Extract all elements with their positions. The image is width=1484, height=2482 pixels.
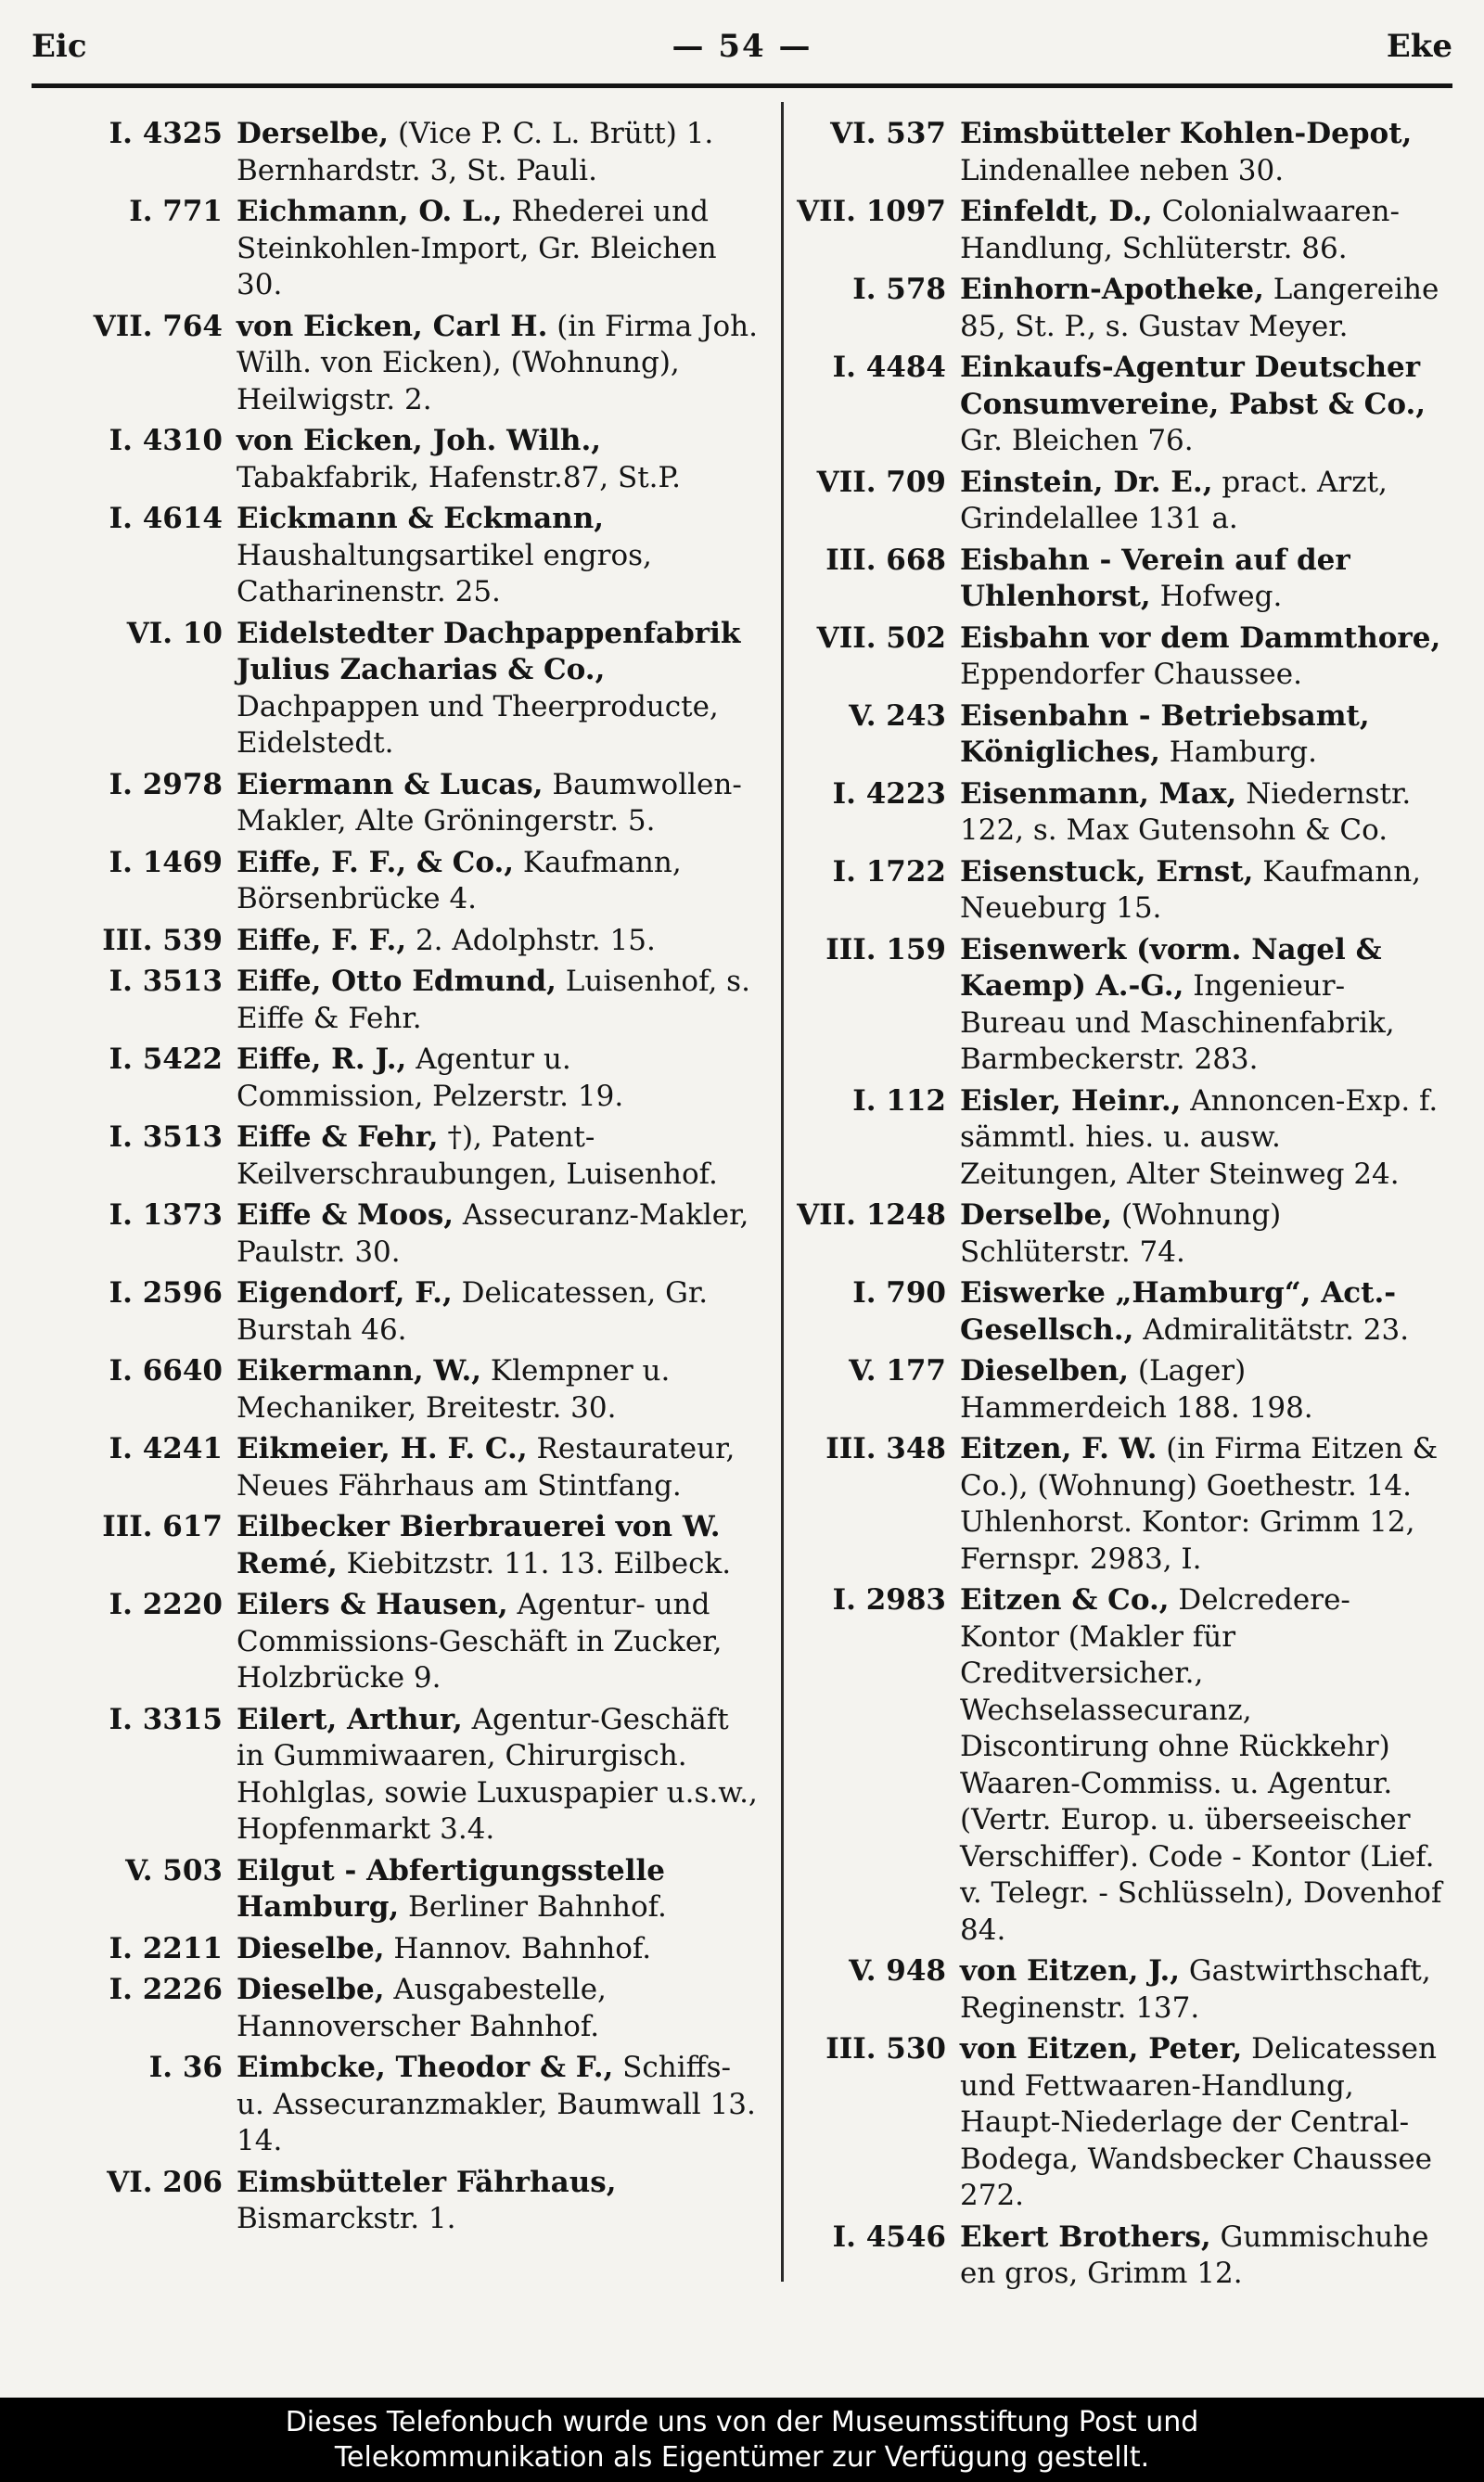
directory-entry bbox=[37, 845, 761, 918]
entry-phone-number: I. 4546 bbox=[832, 2220, 946, 2254]
entry-name: Eilert, Arthur, bbox=[237, 1702, 463, 1736]
entry-name: Eisler, Heinr., bbox=[960, 1083, 1182, 1118]
entry-phone-number: I. 3513 bbox=[109, 1120, 223, 1154]
entry-details: Lindenallee neben 30. bbox=[960, 153, 1285, 187]
directory-entry bbox=[761, 776, 1447, 850]
entry-details: (Vice P. C. L. Brütt) 1. Bernhardstr. 3, St. Pauli. bbox=[237, 117, 714, 187]
entry-name: Eisenbahn - Betriebsamt, Königliches, bbox=[960, 698, 1370, 769]
entry-phone-number: I. 4325 bbox=[109, 117, 223, 150]
entry-details: Baumwollen-Makler, Alte Gröningerstr. 5. bbox=[237, 767, 742, 838]
entry-details: (in Firma Eitzen & Co.), (Wohnung) Goethestr. 14. Uhlenhorst. Kontor: Grimm 12, Fernspr. 2983, I. bbox=[960, 1432, 1439, 1576]
directory-entry bbox=[37, 2165, 761, 2238]
directory-entry bbox=[37, 194, 761, 304]
entry-details: 2. Adolphstr. 15. bbox=[406, 923, 656, 957]
directory-entry bbox=[37, 1353, 761, 1427]
entry-name: Dieselbe, bbox=[237, 1931, 385, 1965]
directory-entry bbox=[37, 1509, 761, 1582]
entry-phone-number: I. 2978 bbox=[109, 767, 223, 801]
entry-name: Einstein, Dr. E., bbox=[960, 465, 1213, 499]
directory-entry bbox=[37, 116, 761, 189]
entry-phone-number: III. 348 bbox=[825, 1432, 946, 1465]
directory-entry bbox=[37, 1853, 761, 1926]
directory-entry bbox=[761, 2220, 1447, 2293]
directory-entry bbox=[37, 616, 761, 762]
entry-name: Eisbahn - Verein auf der Uhlenhorst, bbox=[960, 543, 1350, 613]
entry-name: Eiffe, F. F., bbox=[237, 923, 407, 957]
entry-name: Eichmann, O. L., bbox=[237, 195, 503, 228]
entry-phone-number: I. 6640 bbox=[109, 1354, 223, 1388]
entry-details: Delcredere-Kontor (Makler für Creditversicher., Wechselassecuranz, Discontirung ohne Rückkehr) Waaren-Commiss. u. Agentur. (Vertr. Europ. u. überseeischer Verschiffer). Code - Kontor (Lief. v. Telegr. - Schlüsseln), Dovenhof 84. bbox=[960, 1583, 1442, 1947]
entry-details: pract. Arzt, Grindelallee 131 a. bbox=[960, 465, 1388, 535]
entry-details: (Lager) Hammerdeich 188. 198. bbox=[960, 1354, 1313, 1425]
entry-phone-number: I. 2596 bbox=[109, 1276, 223, 1310]
entry-phone-number: I. 2226 bbox=[109, 1973, 223, 2006]
entry-details: Agentur- und Commissions-Geschäft in Zucker, Holzbrücke 9. bbox=[237, 1588, 723, 1695]
entry-phone-number: I. 2211 bbox=[109, 1931, 223, 1965]
directory-entry bbox=[761, 1953, 1447, 2027]
entry-details: †), Patent-Keilverschraubungen, Luisenhof. bbox=[237, 1120, 718, 1191]
entry-details: (in Firma Joh. Wilh. von Eicken), (Wohnung), Heilwigstr. 2. bbox=[237, 309, 758, 416]
header-left-keyword: Eic bbox=[32, 28, 87, 65]
entry-name: Eimsbütteler Fährhaus, bbox=[237, 2165, 617, 2199]
entry-name: Eiermann & Lucas, bbox=[237, 767, 544, 801]
directory-entry bbox=[761, 932, 1447, 1079]
entry-details: Ingenieur-Bureau und Maschinenfabrik, Barmbeckerstr. 283. bbox=[960, 969, 1395, 1076]
directory-entry bbox=[761, 543, 1447, 616]
entry-name: Eickmann & Eckmann, bbox=[237, 502, 605, 535]
entry-name: Eiffe & Fehr, bbox=[237, 1120, 439, 1154]
directory-entry bbox=[37, 1042, 761, 1115]
entry-phone-number: I. 1373 bbox=[109, 1198, 223, 1232]
entry-name: Einfeldt, D., bbox=[960, 195, 1153, 228]
entry-name: Eigendorf, F., bbox=[237, 1276, 453, 1310]
entry-name: Eiffe, Otto Edmund, bbox=[237, 965, 556, 998]
entry-details: Dachpappen und Theerproducte, Eidelstedt. bbox=[237, 689, 719, 760]
directory-entry bbox=[37, 423, 761, 496]
directory-entry bbox=[37, 1197, 761, 1271]
entry-details: Berliner Bahnhof. bbox=[399, 1890, 667, 1924]
directory-entry bbox=[37, 1119, 761, 1193]
entry-name: Eisbahn vor dem Dammthore, bbox=[960, 620, 1441, 655]
page-header bbox=[32, 28, 1452, 74]
entry-phone-number: I. 3513 bbox=[109, 965, 223, 998]
entry-phone-number: I. 1722 bbox=[832, 854, 946, 889]
directory-entry bbox=[37, 501, 761, 611]
entry-phone-number: I. 4223 bbox=[832, 776, 946, 811]
entry-phone-number: III. 159 bbox=[825, 932, 946, 966]
entry-details: Bismarckstr. 1. bbox=[237, 2202, 456, 2235]
directory-entry bbox=[37, 309, 761, 419]
directory-entry bbox=[761, 194, 1447, 267]
entry-phone-number: I. 790 bbox=[852, 1276, 946, 1310]
entry-details: Langereihe 85, St. P., s. Gustav Meyer. bbox=[960, 273, 1439, 343]
entry-phone-number: I. 5422 bbox=[109, 1043, 223, 1076]
entry-phone-number: I. 1469 bbox=[109, 845, 223, 879]
entry-name: von Eicken, Carl H. bbox=[237, 309, 548, 343]
entry-name: Eisenmann, Max, bbox=[960, 776, 1237, 811]
entry-details: Colonialwaaren-Handlung, Schlüterstr. 86. bbox=[960, 195, 1400, 265]
directory-entry bbox=[761, 116, 1447, 189]
directory-entry bbox=[37, 1431, 761, 1504]
entry-details: Annoncen-Exp. f. sämmtl. hies. u. ausw. Zeitungen, Alter Steinweg 24. bbox=[960, 1083, 1439, 1191]
entry-details: Eppendorfer Chaussee. bbox=[960, 658, 1302, 691]
entry-details: Gummischuhe en gros, Grimm 12. bbox=[960, 2220, 1429, 2290]
entry-name: Einhorn-Apotheke, bbox=[960, 273, 1264, 306]
entry-phone-number: V. 503 bbox=[125, 1853, 223, 1887]
footer-notice bbox=[0, 2398, 1484, 2482]
directory-entry bbox=[37, 2050, 761, 2160]
directory-entry bbox=[37, 1972, 761, 2045]
entry-name: Derselbe, bbox=[237, 117, 390, 150]
entry-details: Kaufmann, Börsenbrücke 4. bbox=[237, 845, 682, 915]
entry-details: (Wohnung) Schlüterstr. 74. bbox=[960, 1198, 1282, 1269]
entry-details: Haushaltungsartikel engros, Catharinenstr. 25. bbox=[237, 538, 652, 608]
entry-phone-number: III. 530 bbox=[825, 2032, 946, 2066]
entry-details: Niedernstr. 122, s. Max Gutensohn & Co. bbox=[960, 776, 1412, 847]
entry-phone-number: I. 4614 bbox=[109, 502, 223, 535]
directory-entry bbox=[761, 1275, 1447, 1349]
entry-name: Eitzen & Co., bbox=[960, 1583, 1170, 1617]
directory-entry bbox=[761, 1353, 1447, 1427]
entry-details: Delicatessen und Fettwaaren-Handlung, Haupt-Niederlage der Central-Bodega, Wandsbecker Chaussee 272. bbox=[960, 2032, 1437, 2212]
entry-details: Restaurateur, Neues Fährhaus am Stintfang. bbox=[237, 1432, 736, 1503]
directory-entry bbox=[37, 964, 761, 1037]
entry-name: Eimbcke, Theodor & F., bbox=[237, 2051, 614, 2084]
entry-phone-number: VI. 10 bbox=[126, 616, 223, 650]
entry-details: Hannov. Bahnhof. bbox=[384, 1931, 652, 1965]
directory-entry bbox=[37, 1587, 761, 1697]
directory-entry bbox=[761, 1582, 1447, 1949]
entry-name: von Eitzen, J., bbox=[960, 1954, 1181, 1988]
entry-phone-number: I. 4484 bbox=[832, 351, 946, 384]
left-column bbox=[37, 116, 761, 2243]
entry-phone-number: I. 36 bbox=[148, 2051, 223, 2084]
entry-details: Kiebitzstr. 11. 13. Eilbeck. bbox=[337, 1546, 732, 1580]
entry-name: Eidelstedter Dachpappenfabrik Julius Zacharias & Co., bbox=[237, 616, 741, 686]
entry-name: Eiffe, F. F., & Co., bbox=[237, 845, 515, 879]
directory-entry bbox=[761, 2031, 1447, 2215]
entry-details: Gastwirthschaft, Reginenstr. 137. bbox=[960, 1954, 1431, 2025]
entry-details: Delicatessen, Gr. Burstah 46. bbox=[237, 1276, 709, 1347]
entry-phone-number: III. 539 bbox=[102, 923, 223, 957]
directory-entry bbox=[761, 854, 1447, 928]
entry-name: von Eicken, Joh. Wilh., bbox=[237, 424, 602, 457]
entry-name: Ekert Brothers, bbox=[960, 2220, 1211, 2254]
directory-entry bbox=[761, 620, 1447, 694]
entry-phone-number: I. 4310 bbox=[109, 424, 223, 457]
entry-phone-number: III. 668 bbox=[825, 543, 946, 577]
directory-entry bbox=[761, 350, 1447, 460]
directory-entry bbox=[761, 465, 1447, 538]
page-number: — 54 — bbox=[672, 28, 812, 65]
entry-name: Dieselben, bbox=[960, 1354, 1130, 1388]
entry-phone-number: VII. 1097 bbox=[797, 195, 946, 228]
entry-name: Eikermann, W., bbox=[237, 1354, 482, 1388]
entry-name: Derselbe, bbox=[960, 1198, 1113, 1232]
entry-phone-number: I. 771 bbox=[129, 195, 223, 228]
directory-entry bbox=[761, 1431, 1447, 1578]
entry-phone-number: VII. 709 bbox=[816, 465, 946, 499]
entry-phone-number: I. 112 bbox=[852, 1083, 946, 1118]
entry-phone-number: I. 4241 bbox=[109, 1432, 223, 1465]
directory-entry bbox=[761, 1197, 1447, 1271]
directory-entry bbox=[37, 1702, 761, 1849]
entry-details: Agentur u. Commission, Pelzerstr. 19. bbox=[237, 1043, 624, 1113]
entry-details: Kaufmann, Neueburg 15. bbox=[960, 854, 1422, 925]
entry-name: Eisenstuck, Ernst, bbox=[960, 854, 1254, 889]
entry-name: Eilgut - Abfertigungsstelle Hamburg, bbox=[237, 1853, 666, 1924]
entry-phone-number: VII. 502 bbox=[816, 620, 946, 655]
entry-details: Rhederei und Steinkohlen-Import, Gr. Bleichen 30. bbox=[237, 195, 717, 301]
entry-phone-number: VI. 206 bbox=[107, 2165, 223, 2199]
entry-phone-number: V. 177 bbox=[849, 1354, 946, 1388]
footer-line-2: Telekommunikation als Eigentümer zur Verfügung gestellt. bbox=[334, 2441, 1150, 2474]
directory-entry bbox=[761, 1083, 1447, 1194]
directory-entry bbox=[37, 1275, 761, 1349]
entry-name: Eilbecker Bierbrauerei von W. Remé, bbox=[237, 1510, 721, 1580]
header-rule bbox=[32, 83, 1452, 88]
right-column bbox=[761, 116, 1447, 2297]
entry-name: Eiswerke „Hamburg“, Act.-Gesellsch., bbox=[960, 1276, 1397, 1347]
directory-entry bbox=[761, 272, 1447, 345]
entry-phone-number: I. 3315 bbox=[109, 1702, 223, 1736]
entry-name: Einkaufs-Agentur Deutscher Consumvereine, Pabst & Co., bbox=[960, 351, 1426, 421]
entry-name: Eilers & Hausen, bbox=[237, 1588, 508, 1621]
entry-details: Klempner u. Mechaniker, Breitestr. 30. bbox=[237, 1354, 671, 1425]
entry-name: Eitzen, F. W. bbox=[960, 1432, 1158, 1465]
entry-phone-number: VI. 537 bbox=[830, 117, 946, 150]
entry-details: Assecuranz-Makler, Paulstr. 30. bbox=[237, 1198, 749, 1269]
entry-details: Tabakfabrik, Hafenstr.87, St.P. bbox=[237, 460, 681, 494]
entry-details: Hamburg. bbox=[1159, 736, 1317, 769]
entry-name: Eikmeier, H. F. C., bbox=[237, 1432, 528, 1465]
entry-phone-number: VII. 1248 bbox=[797, 1198, 946, 1232]
directory-entry bbox=[37, 767, 761, 840]
directory-entry bbox=[761, 698, 1447, 772]
entry-details: Ausgabestelle, Hannoverscher Bahnhof. bbox=[237, 1973, 607, 2043]
entry-details: Gr. Bleichen 76. bbox=[960, 424, 1194, 457]
entry-phone-number: III. 617 bbox=[102, 1510, 223, 1543]
footer-line-1: Dieses Telefonbuch wurde uns von der Museumsstiftung Post und bbox=[285, 2406, 1199, 2438]
entry-details: Schiffs- u. Assecuranzmakler, Baumwall 13. 14. bbox=[237, 2051, 756, 2157]
entry-phone-number: I. 2220 bbox=[109, 1588, 223, 1621]
entry-details: Luisenhof, s. Eiffe & Fehr. bbox=[237, 965, 750, 1035]
directory-entry bbox=[37, 923, 761, 960]
entry-details: Admiralitätstr. 23. bbox=[1133, 1312, 1410, 1347]
entry-phone-number: I. 578 bbox=[852, 273, 946, 306]
entry-details: Agentur-Geschäft in Gummiwaaren, Chirurgisch. Hohlglas, sowie Luxuspapier u.s.w., Hopfenmarkt 3.4. bbox=[237, 1702, 758, 1846]
entry-name: von Eitzen, Peter, bbox=[960, 2032, 1243, 2066]
header-right-keyword: Eke bbox=[1386, 28, 1452, 65]
entry-name: Eimsbütteler Kohlen-Depot, bbox=[960, 117, 1413, 150]
entry-phone-number: V. 948 bbox=[849, 1954, 946, 1988]
entry-name: Dieselbe, bbox=[237, 1973, 385, 2006]
entry-phone-number: V. 243 bbox=[849, 698, 946, 733]
directory-entry bbox=[37, 1931, 761, 1968]
entry-details: Hofweg. bbox=[1150, 580, 1283, 613]
entry-name: Eiffe & Moos, bbox=[237, 1198, 454, 1232]
entry-name: Eisenwerk (vorm. Nagel & Kaemp) A.-G., bbox=[960, 932, 1382, 1003]
entry-name: Eiffe, R. J., bbox=[237, 1043, 407, 1076]
entry-phone-number: VII. 764 bbox=[93, 309, 223, 343]
entry-phone-number: I. 2983 bbox=[832, 1583, 946, 1617]
